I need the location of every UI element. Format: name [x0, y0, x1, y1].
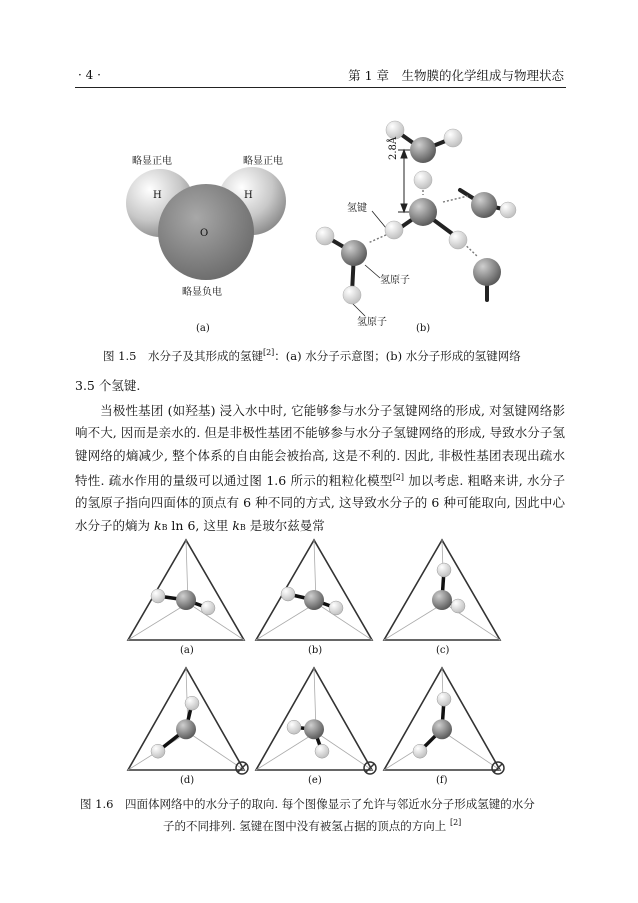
tetrahedron-edge — [188, 603, 244, 640]
panel-tag-a: (a) — [196, 323, 210, 334]
paragraph-text-3: 是玻尔兹曼常 — [245, 517, 325, 533]
panel-tag-a: (a) — [180, 645, 194, 656]
figure-1-6-caption-line2 — [163, 818, 461, 834]
positive-charge-label-left: 略显正电 — [132, 156, 172, 167]
positive-charge-label-right: 略显正电 — [243, 156, 283, 167]
hydrogen-atom — [185, 696, 199, 710]
panel-tag-d: (d) — [180, 775, 195, 786]
caption-text: 图 1.5 水分子及其形成的氢键 — [103, 349, 263, 363]
caption2-text: 子的不同排列. 氢键在图中没有被氢占据的顶点的方向上 — [163, 819, 447, 833]
paragraph-text-2: 加以考虑. 粗略来讲, 水分子的氢原子指向四面体的顶点有 6 种不同的方式, 这导致水分子的 6 种可能取向, 因此中心水分子的熵为 — [75, 473, 565, 533]
tetrahedron-edge — [444, 732, 500, 770]
panel-tag-e: (e) — [308, 775, 322, 786]
oxygen-atom — [176, 590, 196, 610]
hydrogen-bond-label: 氢键 — [347, 203, 367, 214]
caption2-ref: [2] — [449, 818, 462, 828]
panel-tag-f: (f) — [436, 775, 448, 786]
hydrogen-atom — [451, 599, 465, 613]
k-subscript-2: B — [239, 522, 246, 532]
atom-label-o: O — [200, 228, 209, 239]
tetrahedron-outline — [256, 668, 372, 770]
ln6-text: ln 6, 这里 — [167, 517, 233, 533]
oxygen-atom — [432, 719, 452, 739]
negative-charge-label: 略显负电 — [182, 287, 222, 298]
tetrahedron-edge — [316, 603, 372, 640]
panel-tag-c: (c) — [436, 645, 450, 656]
hydrogen-atom — [287, 720, 301, 734]
tetrahedron-edge — [384, 603, 444, 640]
hydrogen-atom — [413, 744, 427, 758]
page-number: · 4 · — [78, 68, 101, 82]
figure-1-6-caption-line1: 图 1.6 四面体网络中的水分子的取向. 每个图像显示了允许与邻近水分子形成氢键的水分 — [80, 797, 535, 811]
hydrogen-atom — [151, 589, 165, 603]
tetrahedron-edge — [256, 732, 316, 770]
oxygen-atom — [304, 590, 324, 610]
atom-label-h-right: H — [244, 190, 253, 201]
hydrogen-atom — [437, 692, 451, 706]
hydrogen-atom — [437, 563, 451, 577]
oxygen-atom — [304, 719, 324, 739]
panel-tag-b: (b) — [308, 645, 323, 656]
hydrogen-atom — [151, 744, 165, 758]
paragraph-text-1: 当极性基团 (如羟基) 浸入水中时, 它能够参与水分子氢键网络的形成, 对氢键网络影响不大, 因而是亲水的. 但是非极性基团不能够参与水分子氢键网络的形成, 导致水分子氢键网络的熵减少, 整个体系的自由能会被抬高, 这是不利的. 因此, 非极性基团表现出疏水特性. 疏水作用的量级可以通过图 1.6 所示的粗粒化模型 — [75, 403, 565, 489]
section-heading: 3.5 个氢键. — [75, 378, 141, 393]
caption-ref: [2] — [262, 348, 275, 358]
atom-label-h-left: H — [153, 190, 162, 201]
k-symbol-2: k — [232, 517, 240, 533]
paragraph-ref: [2] — [392, 472, 405, 482]
oxygen-atom — [176, 719, 196, 739]
caption-tail: ：(a) 水分子示意图；(b) 水分子形成的氢键网络 — [274, 349, 521, 363]
oxygen-atom — [432, 590, 452, 610]
tetrahedron-outline — [128, 668, 244, 770]
hydrogen-atom-label-2: 氢原子 — [357, 317, 387, 328]
hydrogen-atom — [315, 744, 329, 758]
tetrahedron-edge — [128, 603, 188, 640]
hydrogen-atom — [329, 601, 343, 615]
panel-tag-b: (b) — [416, 323, 431, 334]
k-symbol: k — [153, 517, 162, 533]
tetrahedron-edge — [188, 732, 244, 770]
tetrahedron-edge — [256, 603, 316, 640]
hydrogen-atom — [201, 601, 215, 615]
chapter-title: 第 1 章 生物膜的化学组成与物理状态 — [348, 68, 564, 83]
distance-label: 2.8Å — [388, 136, 399, 160]
hydrogen-atom — [281, 587, 295, 601]
k-subscript: B — [161, 522, 168, 532]
hydrogen-atom-label-1: 氢原子 — [380, 275, 410, 286]
